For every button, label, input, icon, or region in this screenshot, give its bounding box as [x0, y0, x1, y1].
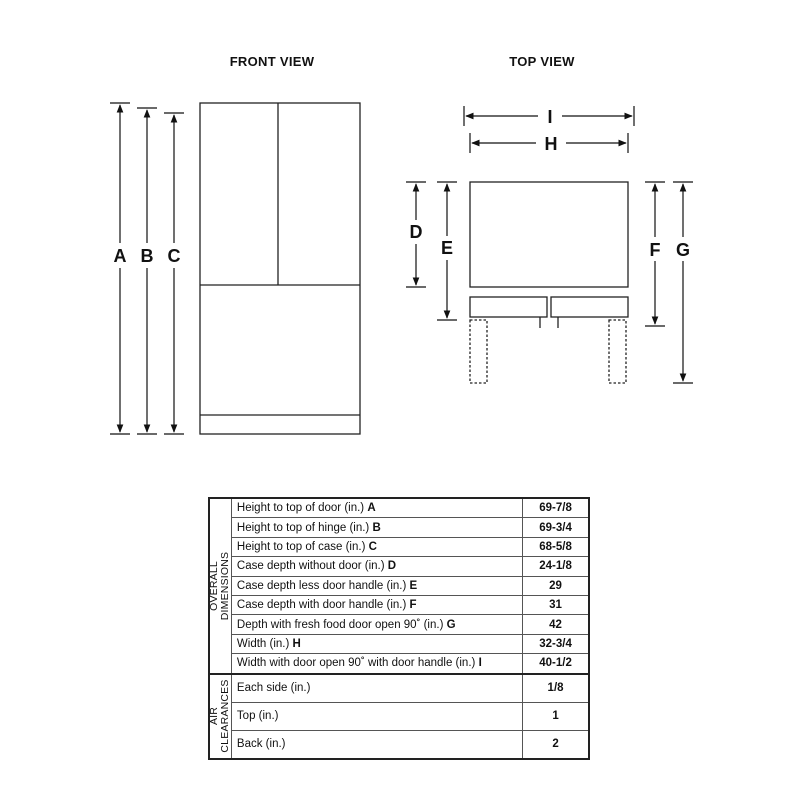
- table-row: [209, 702, 589, 730]
- table-row: [209, 498, 589, 518]
- row-letter: B: [372, 521, 381, 534]
- row-value: 2: [523, 730, 589, 759]
- row-value: 24-1/8: [523, 557, 589, 576]
- table-row: [209, 674, 589, 703]
- dim-label-f: F: [649, 240, 661, 260]
- group-label-line: CLEARANCES: [219, 679, 232, 753]
- row-label: Width (in.): [236, 637, 293, 650]
- table-row: [209, 518, 589, 537]
- right-open-door-dashed: [609, 320, 626, 383]
- top-view-fridge: [470, 182, 628, 383]
- row-value: 32-3/4: [523, 634, 589, 653]
- row-letter: F: [409, 599, 417, 612]
- table-row: [209, 576, 589, 595]
- group-label-line: OVERALL: [208, 560, 221, 611]
- row-label-cell: [231, 576, 522, 595]
- row-value: 40-1/2: [523, 654, 589, 674]
- table-row: [209, 615, 589, 634]
- top-view-title: TOP VIEW: [509, 54, 575, 69]
- row-label: Back (in.): [231, 730, 522, 759]
- table-row: [209, 595, 589, 614]
- table-row: [209, 654, 589, 674]
- row-label: Height to top of case (in.): [236, 540, 369, 553]
- table-row: [209, 634, 589, 653]
- row-label: Each side (in.): [231, 674, 522, 703]
- row-letter: G: [446, 618, 456, 631]
- row-label-cell: [231, 537, 522, 556]
- row-label-cell: [231, 557, 522, 576]
- table-row: [209, 730, 589, 759]
- row-value: 68-5/8: [523, 537, 589, 556]
- row-value: 1: [523, 702, 589, 730]
- row-label-cell: [231, 654, 522, 674]
- row-label: Case depth without door (in.): [236, 560, 388, 573]
- row-label: Height to top of hinge (in.): [236, 521, 373, 534]
- row-value: 69-7/8: [523, 498, 589, 518]
- row-label: Case depth less door handle (in.): [236, 579, 410, 592]
- row-label-cell: [231, 498, 522, 518]
- dim-label-c: C: [167, 246, 181, 266]
- row-label-cell: [231, 518, 522, 537]
- dim-label-g: G: [675, 240, 691, 260]
- row-letter: C: [368, 540, 377, 553]
- table-row: [209, 557, 589, 576]
- row-letter: H: [292, 637, 301, 650]
- row-label: Depth with fresh food door open 90˚ (in.): [236, 618, 447, 631]
- left-door-outline: [470, 297, 547, 317]
- group-label-line: DIMENSIONS: [219, 551, 232, 621]
- row-value: 42: [523, 615, 589, 634]
- row-value: 69-3/4: [523, 518, 589, 537]
- row-letter: A: [367, 502, 376, 515]
- dim-label-d: D: [409, 222, 423, 242]
- table-row: [209, 537, 589, 556]
- left-open-door-dashed: [470, 320, 487, 383]
- dim-label-e: E: [440, 238, 454, 258]
- row-letter: I: [478, 657, 482, 670]
- row-value: 29: [523, 576, 589, 595]
- row-label: Width with door open 90˚ with door handle (in.): [236, 657, 479, 670]
- row-letter: E: [409, 579, 418, 592]
- row-label: Case depth with door handle (in.): [236, 599, 410, 612]
- dim-label-i: I: [547, 107, 553, 127]
- row-label: Top (in.): [231, 702, 522, 730]
- dim-label-b: B: [140, 246, 154, 266]
- fridge-outline: [200, 103, 360, 434]
- dimensions-table: [208, 497, 590, 760]
- row-value: 1/8: [523, 674, 589, 703]
- case-outline: [470, 182, 628, 287]
- row-label: Height to top of door (in.): [236, 502, 368, 515]
- front-view-title: FRONT VIEW: [229, 54, 315, 69]
- air-clearances-group-label: [209, 674, 231, 759]
- row-label-cell: [231, 634, 522, 653]
- overall-dimensions-group-label: [209, 498, 231, 674]
- dim-label-h: H: [544, 134, 558, 154]
- front-view-fridge: [200, 103, 360, 434]
- row-label-cell: [231, 615, 522, 634]
- right-door-outline: [551, 297, 628, 317]
- group-label-line: AIR: [208, 706, 221, 726]
- row-value: 31: [523, 595, 589, 614]
- spec-table-container: [208, 497, 590, 760]
- row-letter: D: [387, 560, 397, 573]
- row-label-cell: [231, 595, 522, 614]
- dim-label-a: A: [113, 246, 127, 266]
